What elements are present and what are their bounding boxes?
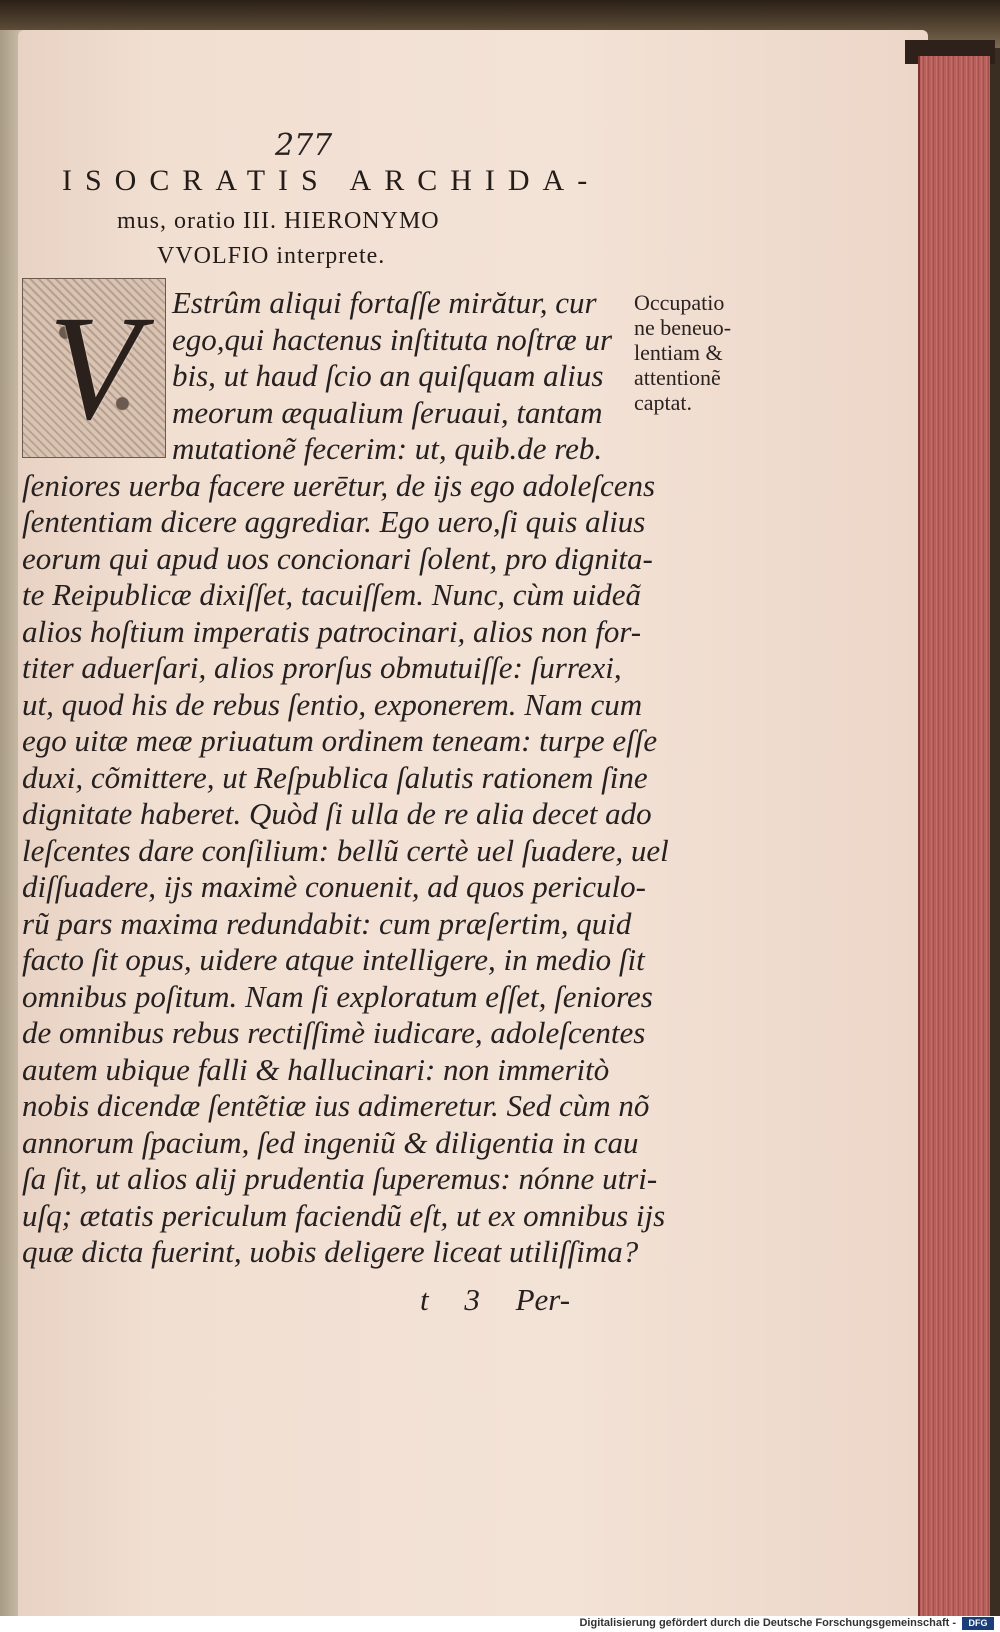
body-line: annorum ſpacium, ſed ingeniũ & diligentia in cau — [22, 1124, 639, 1160]
body-line: dignitate haberet. Quòd ſi ulla de re alia decet ado — [22, 796, 652, 831]
body-line: ego uitæ meæ priuatum ordinem teneam: turpe eſſe — [22, 723, 658, 758]
body-line: ſententiam dicere aggrediar. Ego uero,ſi quis alius — [22, 504, 646, 539]
footer-credit: Digitalisierung gefördert durch die Deutsche Forschungsgemeinschaft - — [579, 1617, 956, 1629]
body-line: bis, ut haud ſcio an quiſquam alius — [172, 358, 604, 393]
body-line: quæ dicta fuerint, uobis deligere liceat utiliſſima? — [22, 1234, 639, 1269]
body-line: meorum æqualium ſeruaui, tantam — [172, 394, 603, 430]
body-line: ſeniores uerba facere uerētur, de ijs ego adoleſcens — [22, 467, 656, 503]
page-edges — [918, 56, 990, 1616]
margin-note-line: attentionẽ — [634, 365, 721, 390]
title-line-2: mus, oratio III. HIERONYMO — [117, 208, 440, 234]
title-line-1: ISOCRATIS ARCHIDA- — [62, 164, 601, 197]
body-line: eorum qui apud uos concionari ſolent, pro dignita- — [22, 540, 653, 576]
margin-note-line: Occupatio — [634, 290, 725, 315]
body-line: leſcentes dare conſilium: bellũ certè uel ſuadere, uel — [22, 832, 669, 868]
body-line: mutationẽ fecerim: ut, quib.de reb. — [172, 431, 603, 466]
body-line: ſa ſit, ut alios alij prudentia ſuperemus: nónne utri- — [22, 1161, 658, 1196]
page-number: 277 — [275, 128, 333, 163]
decorated-initial — [22, 278, 166, 458]
body-line: te Reipublicæ dixiſſet, tacuiſſem. Nunc, cùm uideã — [22, 577, 641, 612]
body-line: alios hoſtium imperatis patrocinari, alios non for- — [22, 613, 642, 649]
body-line: duxi, cõmittere, ut Reſpublica ſalutis rationem ſine — [22, 759, 648, 795]
margin-note-line: lentiam & — [634, 340, 723, 365]
body-line: diſſuadere, ijs maximè conuenit, ad quos periculo- — [22, 869, 646, 904]
body-line: autem ubique falli & hallucinari: non immeritò — [22, 1051, 610, 1087]
body-line: nobis dicendæ ſentẽtiæ ius adimeretur. Sed cùm nõ — [22, 1088, 650, 1123]
dfg-logo: DFG — [962, 1617, 994, 1630]
signature-catchword: t 3 Per- — [420, 1282, 571, 1317]
initial-letter: V — [48, 285, 140, 451]
body-line: facto ſit opus, uidere atque intelligere, in medio ſit — [22, 942, 645, 977]
body-line: ego,qui hactenus inſtituta noſtræ ur — [172, 321, 613, 357]
body-line: ut, quod his de rebus ſentio, exponerem. Nam cum — [22, 686, 643, 722]
body-line: Estrûm aliqui fortaſſe mirătur, cur — [172, 285, 597, 320]
title-line-3: VVOLFIO interprete. — [157, 243, 386, 269]
body-line: rũ pars maxima redundabit: cum præſertim, quid — [22, 905, 632, 941]
margin-note-line: ne beneuo- — [634, 315, 732, 340]
body-line: uſq; ætatis periculum faciendũ eſt, ut ex omnibus ijs — [22, 1197, 666, 1233]
margin-note-line: captat. — [634, 390, 693, 415]
body-line: titer aduerſari, alios prorſus obmutuiſſe: ſurrexi, — [22, 650, 622, 685]
body-line: de omnibus rebus rectiſſimè iudicare, adoleſcentes — [22, 1015, 646, 1050]
body-line: omnibus poſitum. Nam ſi exploratum eſſet, ſeniores — [22, 978, 653, 1014]
